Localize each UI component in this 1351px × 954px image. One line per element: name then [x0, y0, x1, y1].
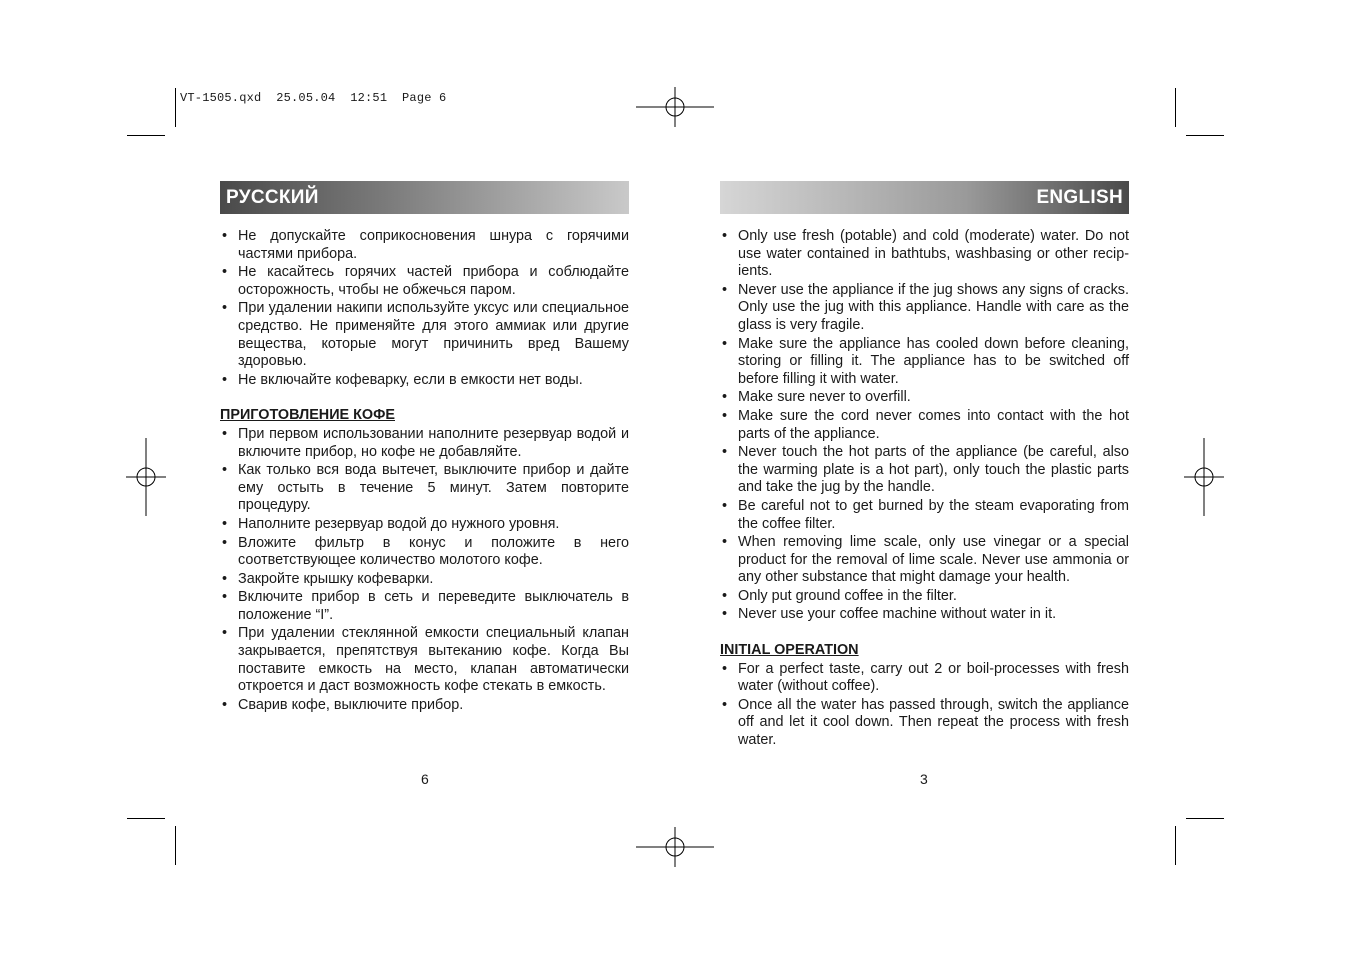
russian-bullets-top [220, 228, 629, 389]
english-banner [720, 181, 1129, 214]
page-number-left: 6 [421, 771, 429, 787]
list-item: • Не допускайте соприкосновения шнура с горячими частями прибора. [220, 228, 629, 263]
list-item: • Наполните резервуар водой до нужного уровня. [220, 516, 629, 534]
english-section-heading: INITIAL OPERATION [720, 642, 859, 659]
registration-mark-left [126, 438, 166, 516]
russian-column [220, 181, 629, 715]
list-item: • Вложите фильтр в конус и положите в него соответствующее количество молотого кофе. [220, 535, 629, 570]
list-item: • Включите прибор в сеть и переведите выключатель в положение “I”. [220, 589, 629, 624]
list-item: • Once all the water has passed through, switch the appliance off and let it cool down. Then repeat the process with fresh water. [720, 697, 1129, 750]
registration-mark-bottom [636, 827, 714, 867]
list-item: • Make sure never to overfill. [720, 389, 1129, 407]
list-item: • Не включайте кофеварку, если в емкости нет воды. [220, 372, 629, 390]
page-number-right: 3 [920, 771, 928, 787]
english-bullets-section [720, 661, 1129, 750]
list-item: • When removing lime scale, only use vinegar or a special product for the removal of lime scale. Never use ammonia or any other substance that might damage your health. [720, 534, 1129, 587]
crop-mark [1186, 135, 1224, 136]
list-item: • Закройте крышку кофеварки. [220, 571, 629, 589]
registration-mark-right [1184, 438, 1224, 516]
list-item: • Never use the appliance if the jug shows any signs of cracks. Only use the jug with this appliance. Handle with care as the glass is very fragile. [720, 282, 1129, 335]
russian-banner-title: РУССКИЙ [226, 186, 319, 208]
list-item: • При первом использовании наполните резервуар водой и включите прибор, но кофе не добавляйте. [220, 426, 629, 461]
list-item: • For a perfect taste, carry out 2 or boil-processes with fresh water (without coffee). [720, 661, 1129, 696]
crop-mark [175, 826, 176, 865]
list-item: • При удалении накипи используйте уксус или специальное средство. Не применяйте для этого аммиак или другие вещества, которые могут причинить вред Вашему здоровью. [220, 300, 629, 370]
list-item: • При удалении стеклянной емкости специальный клапан закрывается, препятствуя вытеканию кофе. Когда Вы поставите емкость на место, клапан автоматически откроется и даст возможность кофе стекать в емкость. [220, 625, 629, 695]
list-item: • Only use fresh (potable) and cold (moderate) water. Do not use water contained in bathtubs, washbasing or other recipients. [720, 228, 1129, 281]
russian-banner [220, 181, 629, 214]
russian-section-heading: ПРИГОТОВЛЕНИЕ КОФЕ [220, 407, 395, 424]
list-item: • Only put ground coffee in the filter. [720, 588, 1129, 606]
crop-mark [1175, 88, 1176, 127]
english-column [720, 181, 1129, 751]
list-item: • Make sure the cord never comes into contact with the hot parts of the appliance. [720, 408, 1129, 443]
list-item: • Не касайтесь горячих частей прибора и соблюдайте осторожность, чтобы не обжечься паром. [220, 264, 629, 299]
english-banner-title: ENGLISH [1036, 186, 1123, 208]
crop-mark [127, 818, 165, 819]
slug-line: VT-1505.qxd 25.05.04 12:51 Page 6 [180, 91, 447, 105]
crop-mark [127, 135, 165, 136]
russian-bullets-section [220, 426, 629, 715]
crop-mark [1186, 818, 1224, 819]
registration-mark-top [636, 87, 714, 127]
list-item: • Be careful not to get burned by the steam evaporating from the coffee filter. [720, 498, 1129, 533]
list-item: • Сварив кофе, выключите прибор. [220, 697, 629, 715]
list-item: • Как только вся вода вытечет, выключите прибор и дайте ему остыть в течение 5 минут. Затем повторите процедуру. [220, 462, 629, 515]
list-item: • Never use your coffee machine without water in it. [720, 606, 1129, 624]
english-bullets-top [720, 228, 1129, 624]
list-item: • Never touch the hot parts of the appliance (be careful, also the warming plate is a hot part), only touch the plastic parts and take the jug by the handle. [720, 444, 1129, 497]
crop-mark [1175, 826, 1176, 865]
crop-mark [175, 88, 176, 127]
list-item: • Make sure the appliance has cooled down before cleaning, storing or filling it. The appliance has to be switched off before filling it with water. [720, 336, 1129, 389]
